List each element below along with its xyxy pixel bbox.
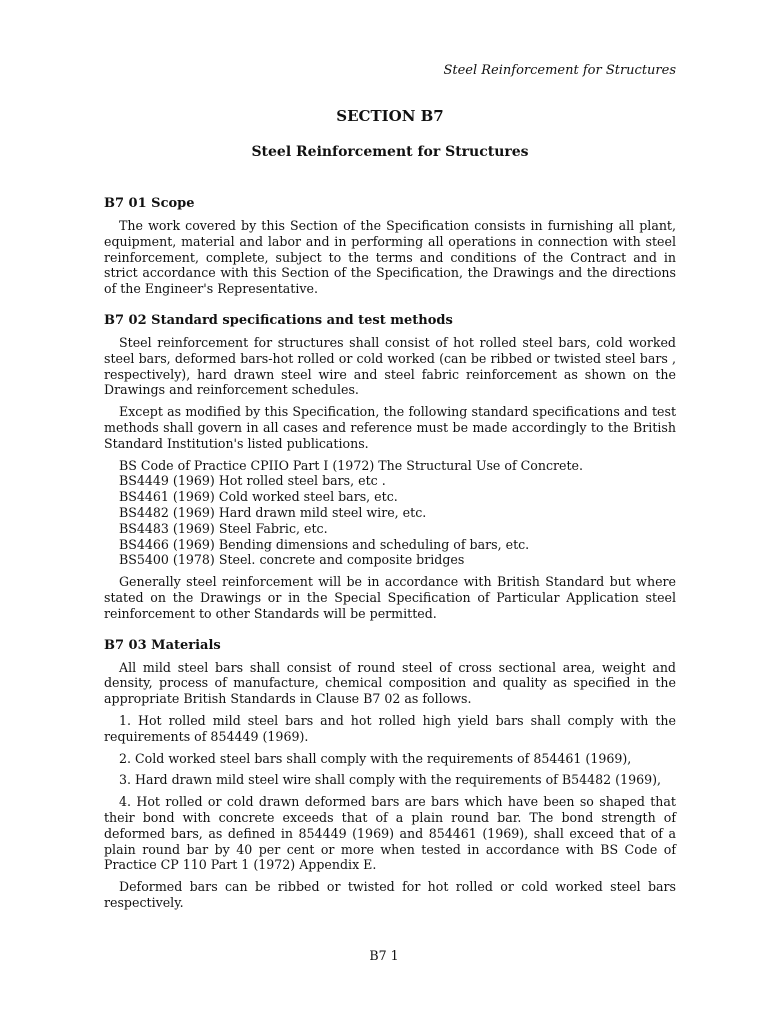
standards-list-item: BS5400 (1978) Steel. concrete and composite bridges — [119, 552, 465, 568]
standards-paragraph-3: Generally steel reinforcement will be in accordance with British Standard but where stated on the Drawings or in the Special Specification of Particular Application steel reinforcement to other Standards will be permitted. — [104, 574, 676, 621]
standards-list — [104, 458, 676, 569]
materials-item-3: 3. Hard drawn mild steel wire shall comply with the requirements of B54482 (1969), — [119, 772, 662, 788]
standards-list-item: BS4482 (1969) Hard drawn mild steel wire, etc. — [119, 504, 427, 520]
standards-paragraph-1: Steel reinforcement for structures shall consist of hot rolled steel bars, cold worked steel bars, deformed bars-hot rolled or cold worked (can be ribbed or twisted steel bars , respectively), hard drawn steel wire and steel fabric reinforcement as shown on the Drawings and reinforcement schedules. — [104, 334, 676, 398]
clause-heading-scope: B7 01 Scope — [104, 196, 195, 211]
materials-paragraph-1: All mild steel bars shall consist of round steel of cross sectional area, weight and density, process of manufacture, chemical composition and quality as specified in the appropriate British Standards in Clause B7 02 as follows. — [104, 659, 676, 707]
materials-item-2: 2. Cold worked steel bars shall comply with the requirements of 854461 (1969), — [119, 750, 632, 766]
scope-paragraph: The work covered by this Section of the Specification consists in furnishing all plant, equipment, material and labor and in performing all operations in connection with steel reinforcement, complete, subject to the terms and conditions of the Contract and in strict accordance with this Section of the Specification, the Drawings and the directions of the Engineer's Representative. — [104, 218, 676, 297]
materials-item-1: 1. Hot rolled mild steel bars and hot rolled high yield bars shall comply with the requirements of 854449 (1969). — [104, 712, 676, 744]
clause-heading-standards: B7 02 Standard specifications and test methods — [104, 312, 453, 328]
standards-list-item: BS4449 (1969) Hot rolled steel bars, etc . — [119, 473, 386, 489]
standards-list-item: BS4483 (1969) Steel Fabric, etc. — [119, 520, 328, 536]
standards-list-item: BS4461 (1969) Cold worked steel bars, etc. — [119, 489, 398, 505]
section-title: SECTION B7 — [336, 107, 444, 125]
section-subtitle: Steel Reinforcement for Structures — [251, 144, 529, 160]
standards-list-item: BS4466 (1969) Bending dimensions and scheduling of bars, etc. — [119, 536, 530, 552]
materials-item-4: 4. Hot rolled or cold drawn deformed bars are bars which have been so shaped that their bond with concrete exceeds that of a plain round bar. The bond strength of deformed bars, as defined in 854449 (1969) and 854461 (1969), shall exceed that of a plain round bar by 40 per cent or more when tested in accordance with BS Code of Practice CP 110 Part 1 (1972) Appendix E. — [104, 794, 676, 873]
page-number: B7 1 — [369, 948, 399, 963]
clause-heading-materials: B7 03 Materials — [104, 637, 221, 653]
materials-paragraph-2: Deformed bars can be ribbed or twisted for hot rolled or cold worked steel bars respectively. — [104, 879, 676, 910]
running-header: Steel Reinforcement for Structures — [443, 63, 676, 78]
standards-list-item: BS Code of Practice CPIIO Part I (1972) The Structural Use of Concrete. — [119, 457, 583, 473]
standards-paragraph-2: Except as modified by this Specification, the following standard specifications and test methods shall govern in all cases and reference must be made accordingly to the British Standard Institution's listed publications. — [104, 404, 676, 451]
